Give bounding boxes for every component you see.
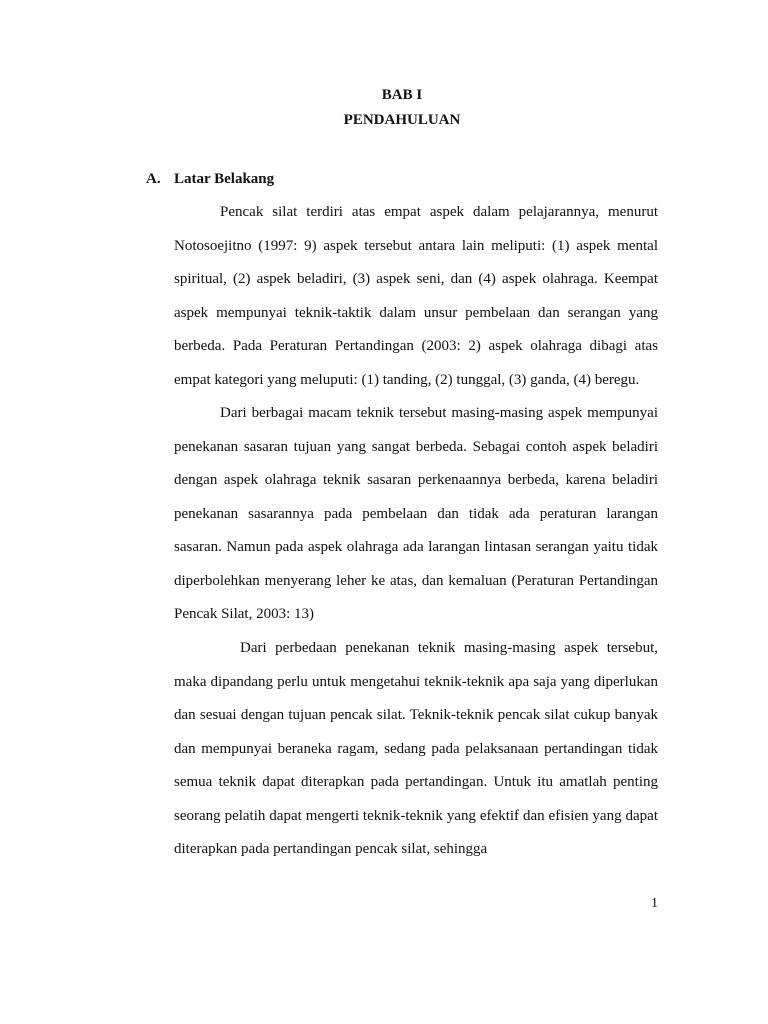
paragraph-3: Dari perbedaan penekanan teknik masing-masing aspek tersebut, maka dipandang perlu untuk mengetahui teknik-teknik apa saja yang diperlukan dan sesuai dengan tujuan pencak silat. Teknik-teknik pencak silat cukup banyak dan mempunyai beraneka ragam, sedang pada pelaksanaan pertandingan tidak semua teknik dapat diterapkan pada pertandingan. Untuk itu amatlah penting seorang pelatih dapat mengerti teknik-teknik yang efektif dan efisien yang dapat diterapkan pada pertandingan pencak silat, sehingga (174, 640, 658, 857)
page-number: 1 (651, 896, 658, 911)
paragraph-1: Pencak silat terdiri atas empat aspek dalam pelajarannya, menurut Notosoejitno (1997: 9) aspek tersebut antara lain meliputi: (1) aspek mental spiritual, (2) aspek beladiri, (3) aspek seni, dan (4) aspek olahraga. Keempat aspek mempunyai teknik-taktik dalam unsur pembelaan dan serangan yang berbeda. Pada Peraturan Pertandingan (2003: 2) aspek olahraga dibagi atas empat kategori yang meluputi: (1) tanding, (2) tunggal, (3) ganda, (4) beregu. (174, 204, 658, 388)
chapter-title: PENDAHULUAN (343, 112, 461, 128)
chapter-number: BAB I (381, 87, 423, 103)
paragraph-2: Dari berbagai macam teknik tersebut masing-masing aspek mempunyai penekanan sasaran tujuan yang sangat berbeda. Sebagai contoh aspek beladiri dengan aspek olahraga teknik sasaran perkenaannya berbeda, karena beladiri penekanan sasarannya pada pembelaan dan tidak ada peraturan larangan sasaran. Namun pada aspek olahraga ada larangan lintasan serangan yaitu tidak diperbolehkan menyerang leher ke atas, dan kemaluan (Peraturan Pertandingan Pencak Silat, 2003: 13) (174, 405, 658, 622)
section-title: Latar Belakang (174, 171, 275, 187)
section-heading (146, 169, 274, 189)
section-label: A. (146, 171, 161, 187)
